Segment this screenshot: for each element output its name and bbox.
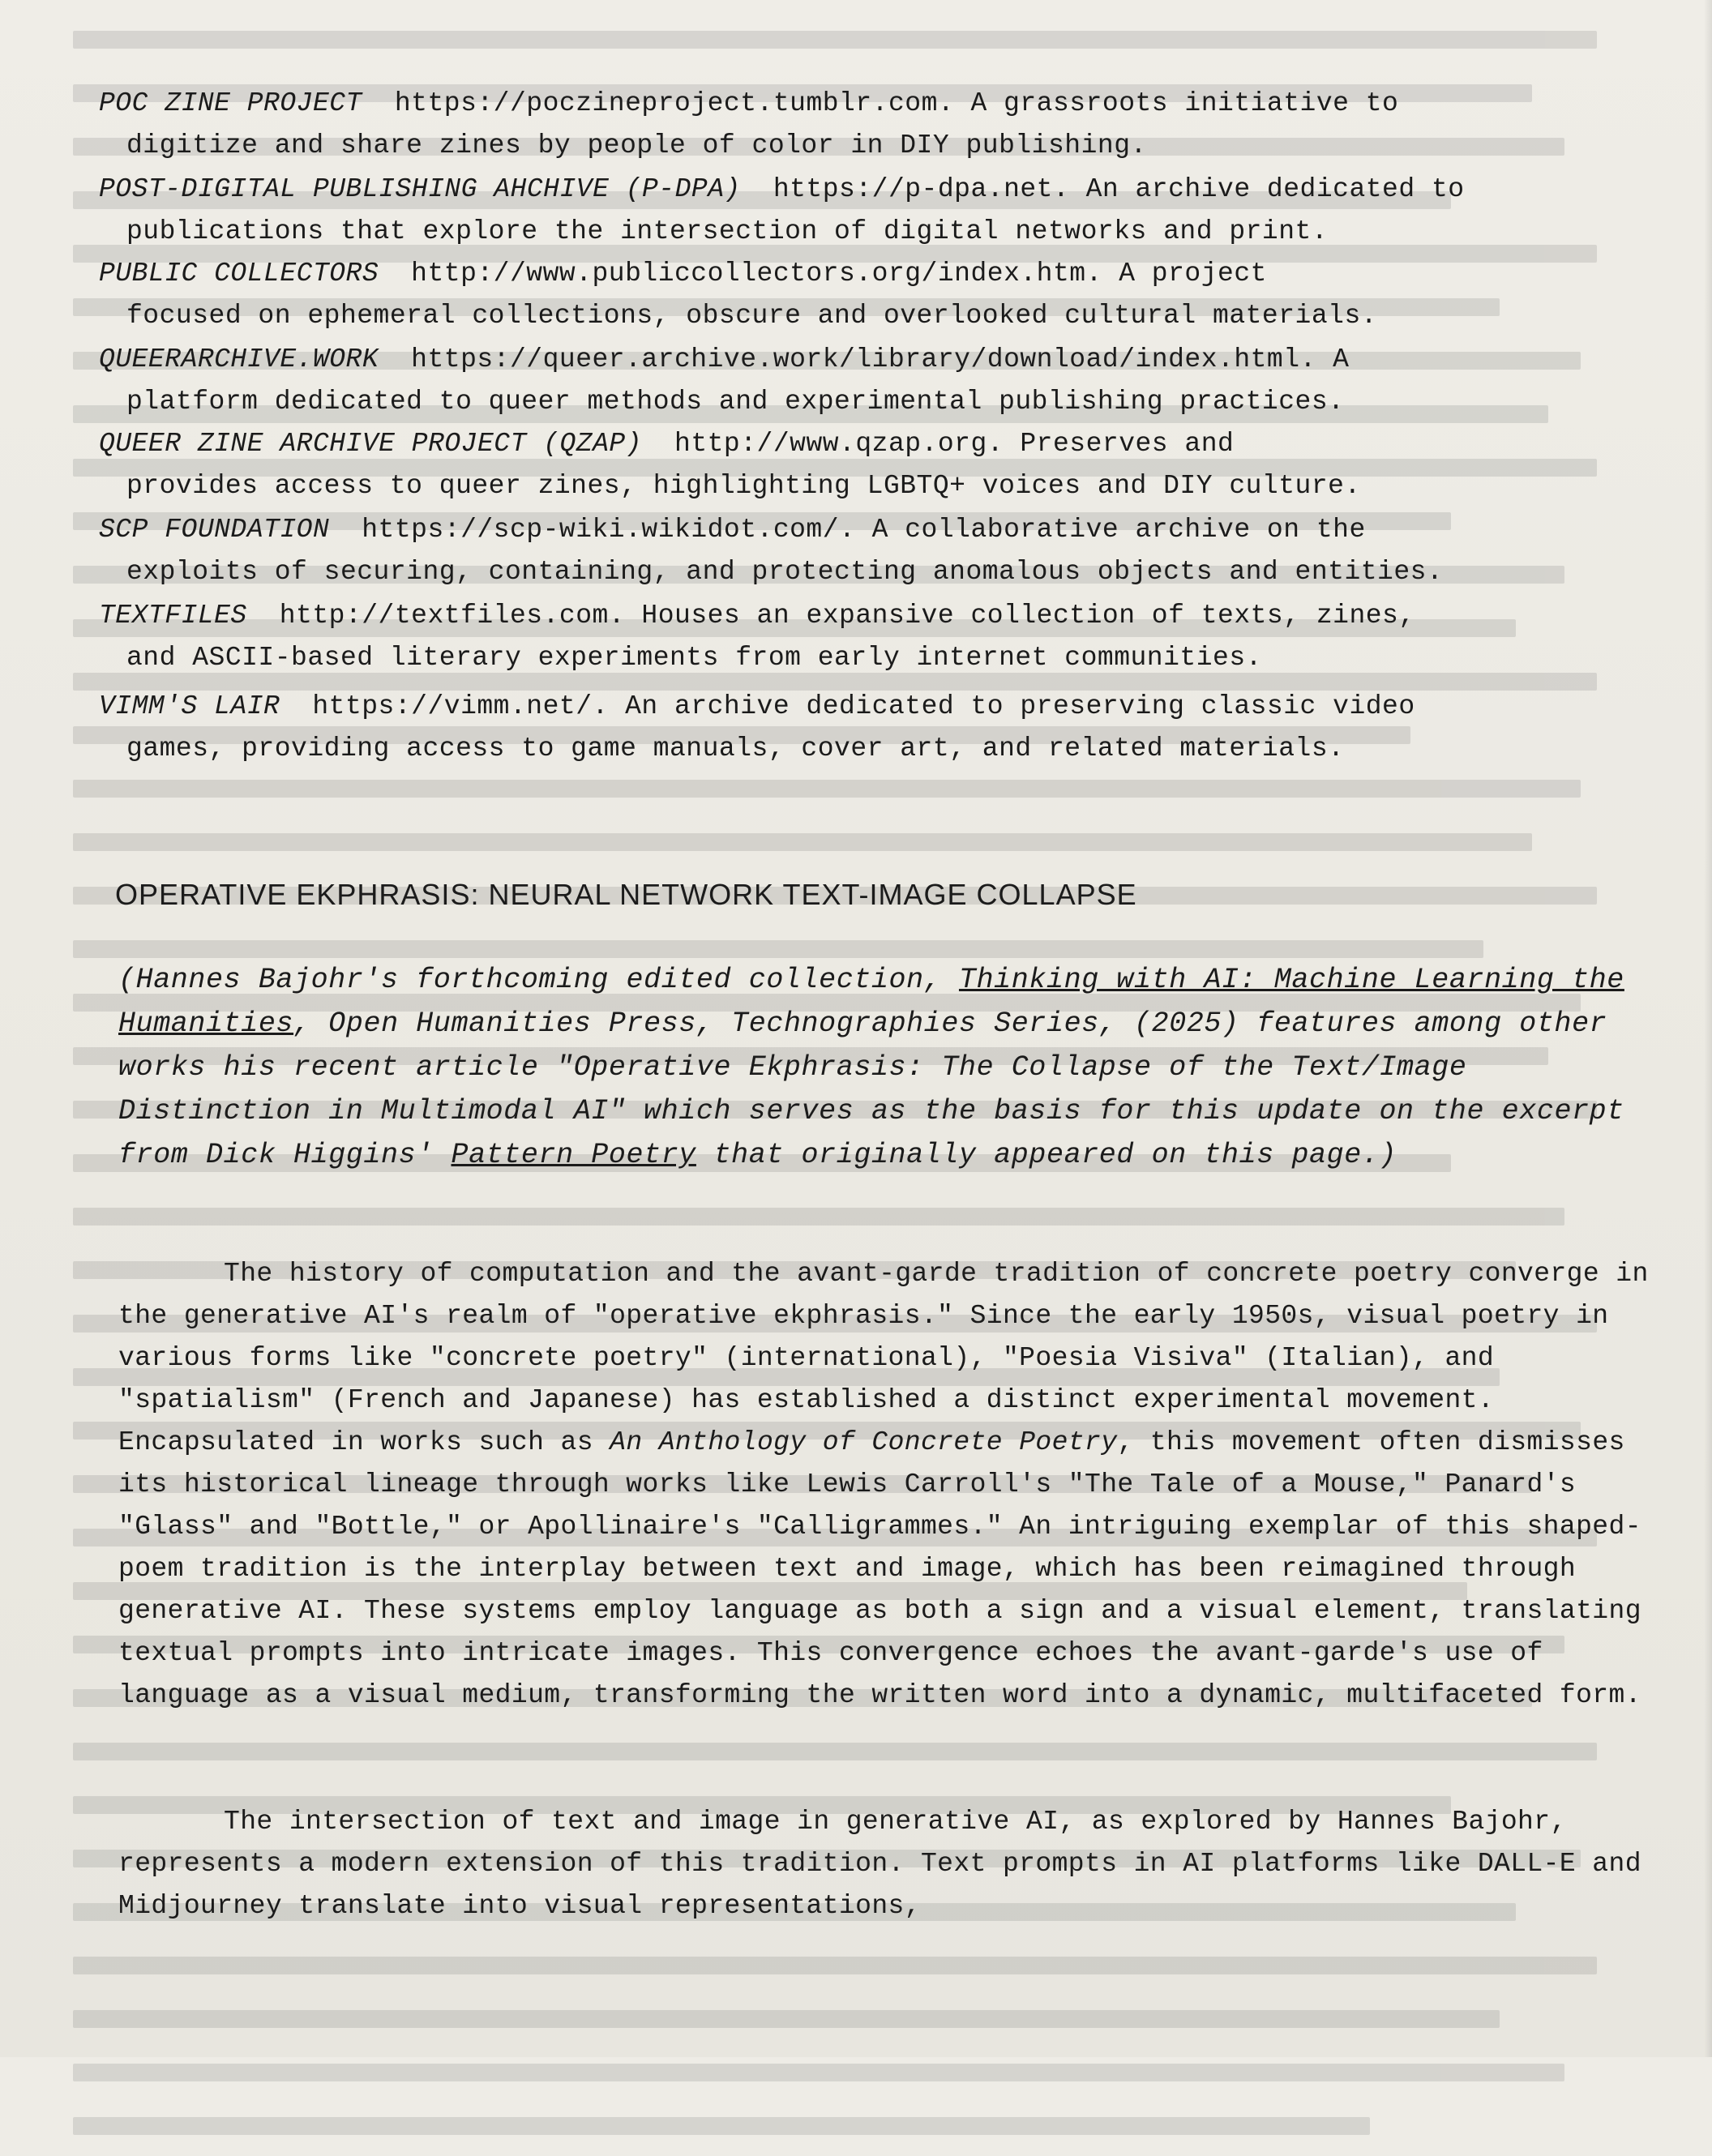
entry-poc-zine-project — [99, 83, 1655, 167]
note-source-title: Pattern Poetry — [451, 1139, 696, 1171]
entry-textfiles — [99, 595, 1655, 679]
entry-description-cont: provides access to queer zines, highlighting LGBTQ+ voices and DIY culture. — [126, 471, 1361, 501]
note-text-after: that originally appeared on this page.) — [696, 1139, 1397, 1171]
entry-name: QUEER ZINE ARCHIVE PROJECT (QZAP) — [99, 429, 643, 459]
note-text-middle: , Open Humanities Press, Technographies Series, (2025) features among other works his recent article "Operative Ekphrasis: The Collapse of the Text/Image Distinction in Multimodal AI" which serves as the basis for this update on the excerpt from Dick Higgins' — [118, 1007, 1624, 1171]
entry-name: TEXTFILES — [99, 601, 247, 631]
entry-description: https://vimm.net/. An archive dedicated to preserving classic video — [312, 691, 1415, 721]
entry-description-cont: exploits of securing, containing, and protecting anomalous objects and entities. — [126, 557, 1444, 587]
entry-name: PUBLIC COLLECTORS — [99, 259, 379, 289]
entry-description: http://www.qzap.org. Preserves and — [674, 429, 1235, 459]
entry-description: https://poczineproject.tumblr.com. A grassroots initiative to — [394, 88, 1399, 118]
entry-name: POST-DIGITAL PUBLISHING AHCHIVE (P-DPA) — [99, 174, 741, 204]
entry-post-digital-publishing-archive — [99, 169, 1655, 253]
editorial-note — [118, 958, 1663, 1177]
entry-description: http://textfiles.com. Houses an expansive collection of texts, zines, — [279, 601, 1415, 631]
entry-name: POC ZINE PROJECT — [99, 88, 362, 118]
entry-queerarchive-work — [99, 339, 1655, 423]
body-paragraph-1 — [118, 1253, 1658, 1717]
paragraph-2-text: The intersection of text and image in generative AI, as explored by Hannes Bajohr, represents a modern extension of this tradition. Text prompts in AI platforms like DALL-E and Midjourney translate into visual representations, — [118, 1807, 1641, 1921]
entry-description: https://p-dpa.net. An archive dedicated to — [773, 174, 1465, 204]
paragraph-indent — [118, 1259, 224, 1289]
entry-public-collectors — [99, 253, 1655, 337]
paragraph-1-part-1: The history of computation and the avant-garde tradition of concrete poetry converge in the generative AI's realm of "operative ekphrasis." Since the early 1950s, visual poetry in various forms like "concrete poetry" (international), "Poesia Visiva" (Italian), and "spatialism" (French and Japanese) has established a distinct experimental movement. Encapsulated in works such as — [118, 1259, 1649, 1457]
entry-name: VIMM'S LAIR — [99, 691, 280, 721]
entry-description-cont: publications that explore the intersection of digital networks and print. — [126, 216, 1329, 246]
entry-description-cont: focused on ephemeral collections, obscure and overlooked cultural materials. — [126, 301, 1378, 331]
paragraph-1-part-2: , this movement often dismisses its historical lineage through works like Lewis Carroll's "The Tale of a Mouse," Panard's "Glass" and "Bottle," or Apollinaire's "Calligrammes." An intriguing exemplar of this shaped-poem tradition is the interplay between text and image, which has been reimagined through generative AI. These systems employ language as both a sign and a visual element, translating textual prompts into intricate images. This convergence echoes the avant-garde's use of language as a visual medium, transforming the written word into a dynamic, multifaceted form. — [118, 1427, 1641, 1710]
entry-description-cont: digitize and share zines by people of color in DIY publishing. — [126, 130, 1147, 160]
note-book-title: Thinking with AI: Machine Learning the Humanities — [118, 964, 1624, 1040]
entry-description: https://queer.archive.work/library/download/index.html. A — [411, 344, 1350, 374]
anthology-title: An Anthology of Concrete Poetry — [610, 1427, 1118, 1457]
entry-qzap — [99, 423, 1655, 507]
entry-description: https://scp-wiki.wikidot.com/. A collaborative archive on the — [362, 515, 1366, 545]
entry-description-cont: platform dedicated to queer methods and experimental publishing practices. — [126, 387, 1345, 417]
entry-name: QUEERARCHIVE.WORK — [99, 344, 379, 374]
entry-vimms-lair — [99, 686, 1655, 770]
entry-name: SCP FOUNDATION — [99, 515, 330, 545]
section-title: OPERATIVE EKPHRASIS: NEURAL NETWORK TEXT-IMAGE COLLAPSE — [115, 878, 1137, 911]
entry-description: http://www.publiccollectors.org/index.htm. A project — [411, 259, 1267, 289]
body-paragraph-2 — [118, 1801, 1658, 1927]
paragraph-indent — [118, 1807, 224, 1837]
entry-scp-foundation — [99, 509, 1655, 593]
entry-description-cont: and ASCII-based literary experiments from early internet communities. — [126, 643, 1262, 673]
note-text-before: (Hannes Bajohr's forthcoming edited collection, — [118, 964, 959, 996]
entry-description-cont: games, providing access to game manuals, cover art, and related materials. — [126, 734, 1345, 764]
